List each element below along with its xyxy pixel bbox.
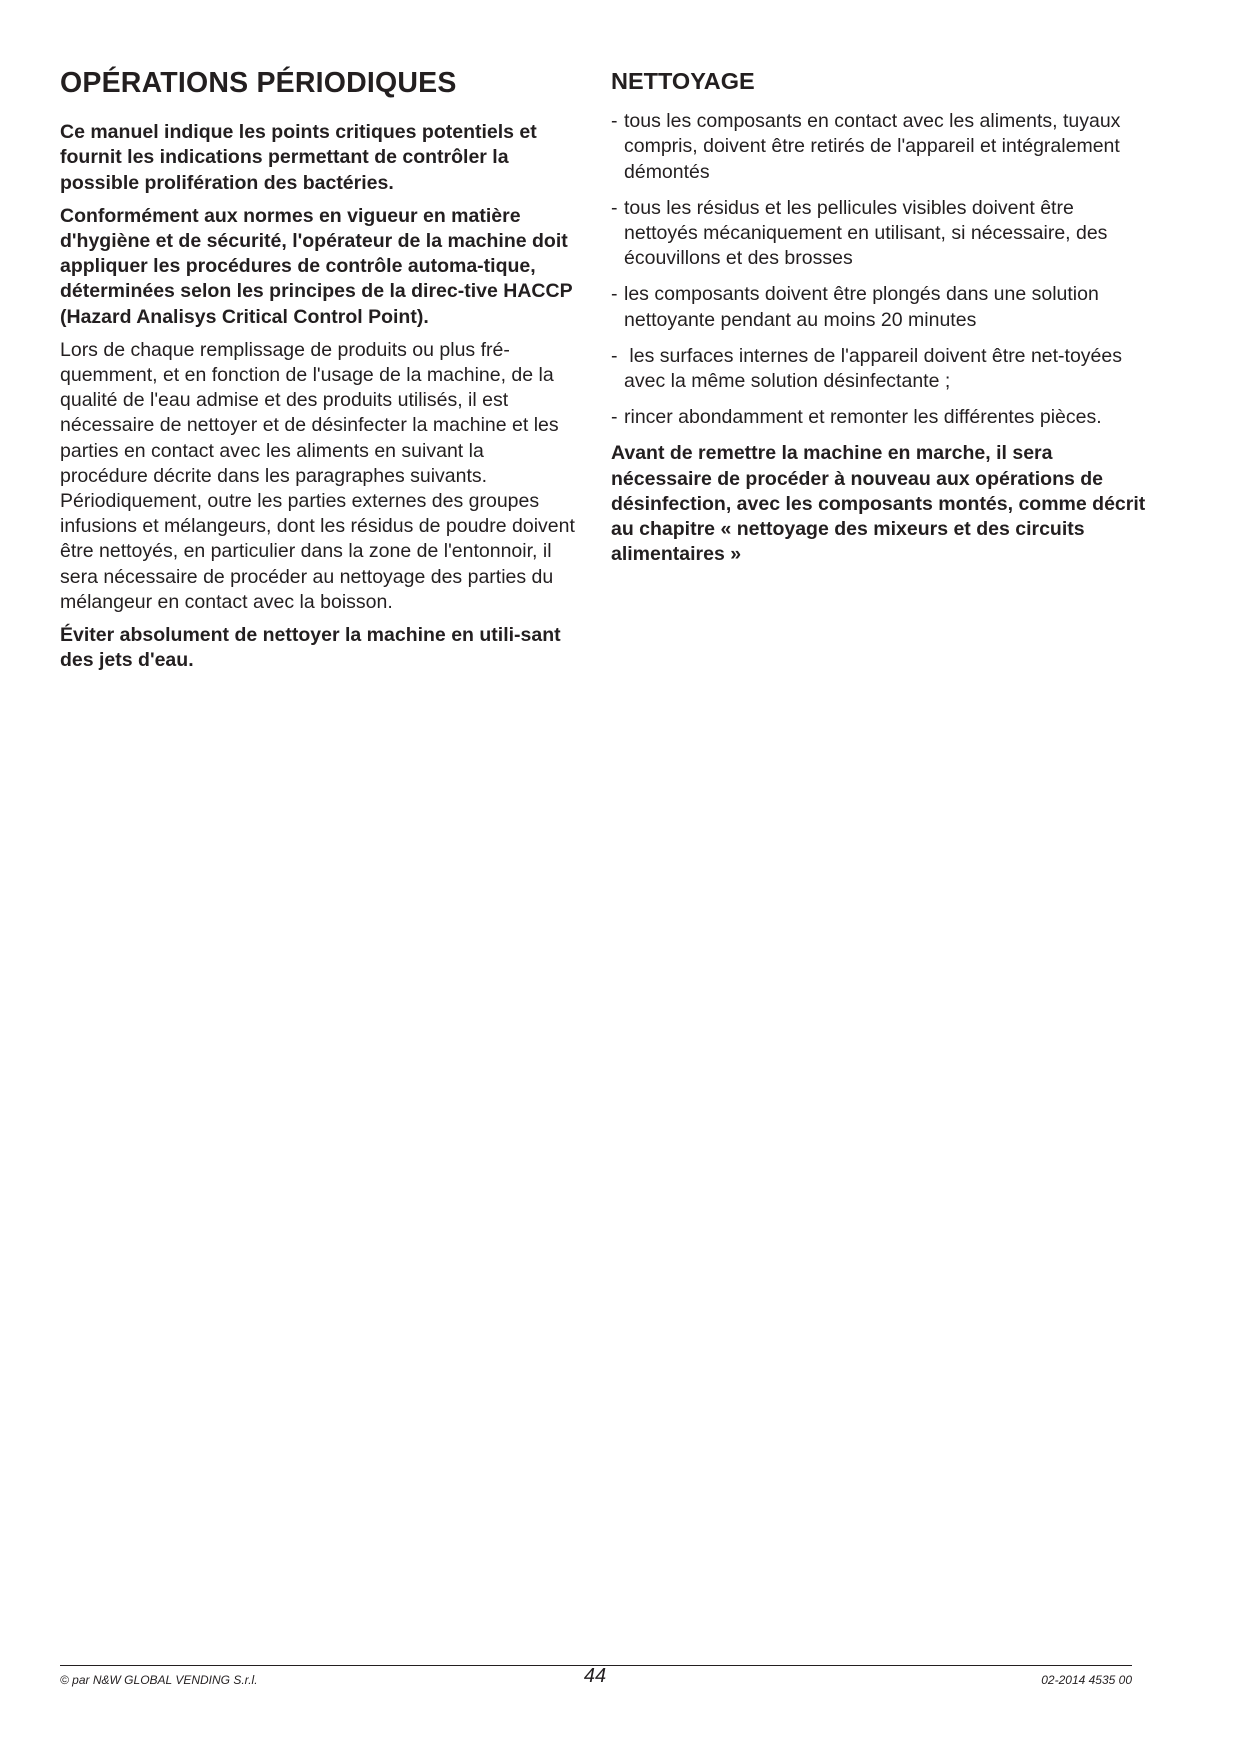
haccp-paragraph: Conformément aux normes en vigueur en matière d'hygiène et de sécurité, l'opérateur de la machine doit appliquer les procédures de contrôle automa-tique, déterminées selon les principes de la direc-tive HACCP (Hazard Analisys Critical Control Point). [60,204,573,328]
cleaning-steps-list [611,109,1146,430]
section-title-operations: OPÉRATIONS PÉRIODIQUES [60,67,457,99]
dash-bullet: - [611,406,618,429]
list-item: - les composants doivent être plongés dans une solution nettoyante pendant au moins 20 minutes [611,283,1099,331]
warning-paragraph: Éviter absolument de nettoyer la machine en utili-sant des jets d'eau. [60,624,561,672]
list-item: - tous les composants en contact avec les aliments, tuyaux compris, doivent être retirés de l'appareil et intégralement démontés [611,110,1121,183]
section-title-nettoyage: NETTOYAGE [611,68,755,94]
left-column [60,60,575,681]
footer-doc-code: 02-2014 4535 00 [1041,1673,1132,1687]
list-item: - les surfaces internes de l'appareil doivent être net-toyées avec la même solution désinfectante ; [611,344,1123,393]
dash-bullet: - [611,283,618,306]
body-paragraph: Lors de chaque remplissage de produits ou plus fré-quemment, et en fonction de l'usage de la machine, de la qualité de l'eau admise et des produits utilisés, il est nécessaire de nettoyer et de désinfecter la machine et les parties en contact avec les aliments en suivant la procédure décrite dans les paragraphes suivants. Périodiquement, outre les parties externes des groupes infusions et mélangeurs, dont les résidus de poudre doivent être nettoyés, en particulier dans la zone de l'entonnoir, il sera nécessaire de procéder au nettoyage des parties du mélangeur en contact avec la boisson. [60,338,575,613]
closing-paragraph: Avant de remettre la machine en marche, il sera nécessaire de procéder à nouveau aux opérations de désinfection, avec les composants montés, comme décrit au chapitre « nettoyage des mixeurs et des circuits alimentaires » [611,442,1146,566]
dash-bullet: - [611,110,618,133]
list-item: - tous les résidus et les pellicules visibles doivent être nettoyés mécaniquement en utilisant, si nécessaire, des écouvillons et des brosses [611,196,1108,270]
footer-copyright: © par N&W GLOBAL VENDING S.r.l. [60,1673,258,1687]
list-item: - rincer abondamment et remonter les différentes pièces. [611,405,1146,430]
dash-bullet: - [611,344,618,367]
intro-paragraph: Ce manuel indique les points critiques potentiels et fournit les indications permettant de contrôler la possible prolifération des bactéries. [60,121,537,194]
right-column [611,60,1146,575]
dash-bullet: - [611,196,618,219]
page-number: 44 [583,1665,607,1687]
